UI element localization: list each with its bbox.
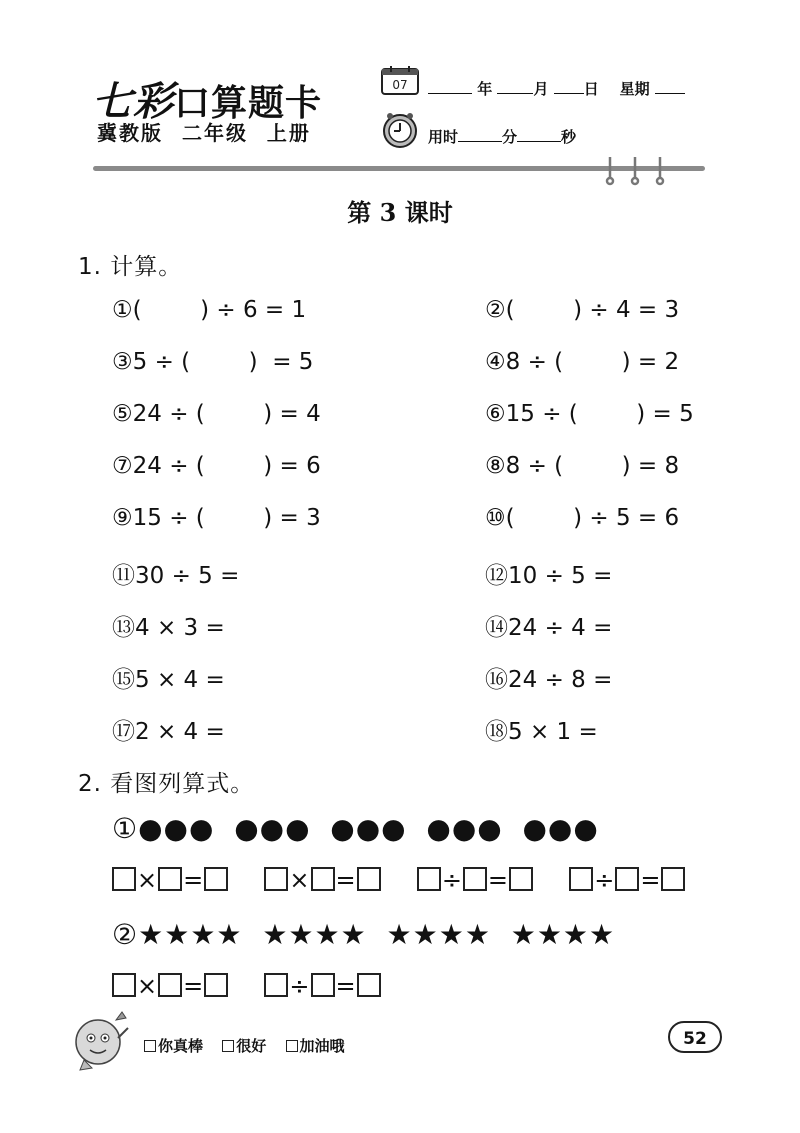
- q2-equation-1: × =: [112, 979, 228, 998]
- answer-box[interactable]: [463, 867, 487, 891]
- month-blank[interactable]: [497, 79, 533, 94]
- problem-16: ⑯24 ÷ 8 =: [485, 667, 613, 693]
- problem-12: ⑫10 ÷ 5 =: [485, 563, 613, 589]
- picture-dots: [112, 812, 599, 845]
- answer-box[interactable]: [357, 973, 381, 997]
- q1-equation-2: × =: [264, 873, 380, 892]
- problem-3: ③5 ÷ ( ) = 5: [112, 349, 314, 375]
- problem-8: ⑧8 ÷ ( ) = 8: [485, 453, 680, 479]
- seconds-blank[interactable]: [517, 127, 561, 142]
- problem-2: ②( ) ÷ 4 = 3: [485, 297, 680, 323]
- q1-equation-4: ÷ =: [569, 873, 685, 892]
- problem-10: ⑩( ) ÷ 5 = 6: [485, 505, 680, 531]
- mascot-icon: [68, 1008, 134, 1074]
- checkbox[interactable]: [144, 1040, 156, 1052]
- time-used-label: 用时: [428, 128, 459, 146]
- logo-title: 口算题卡: [174, 82, 323, 124]
- logo-qicai: 七彩: [92, 78, 174, 125]
- seconds-label: 秒: [561, 128, 577, 146]
- year-label: 年: [477, 80, 493, 98]
- problem-9: ⑨15 ÷ ( ) = 3: [112, 505, 321, 531]
- checkbox[interactable]: [286, 1040, 298, 1052]
- lesson-title: 第 3 课时: [347, 198, 453, 227]
- section-1-title: 1. 计算。: [78, 254, 183, 280]
- answer-box[interactable]: [569, 867, 593, 891]
- answer-box[interactable]: [112, 867, 136, 891]
- binder-rings-icon: [598, 155, 678, 187]
- self-rating: [144, 1035, 359, 1056]
- rating-keep-going[interactable]: 加油哦: [286, 1037, 345, 1055]
- picture-stars: [112, 918, 615, 951]
- q1-equation-3: ÷ =: [417, 873, 533, 892]
- date-fill-line: [428, 78, 685, 99]
- problem-1: ①( ) ÷ 6 = 1: [112, 297, 307, 323]
- month-label: 月: [533, 80, 549, 98]
- problem-17: ⑰2 × 4 =: [112, 719, 225, 745]
- answer-box[interactable]: [158, 867, 182, 891]
- answer-box[interactable]: [357, 867, 381, 891]
- problem-4: ④8 ÷ ( ) = 2: [485, 349, 680, 375]
- q2-equations: [112, 972, 381, 1000]
- q2-equation-2: ÷ =: [264, 979, 380, 998]
- answer-box[interactable]: [204, 867, 228, 891]
- problem-11: ⑪30 ÷ 5 =: [112, 563, 240, 589]
- dots-picture: ●●● ●●● ●●● ●●● ●●●: [138, 812, 599, 845]
- weekday-label: 星期: [619, 80, 650, 98]
- rating-good[interactable]: 很好: [222, 1037, 266, 1055]
- answer-box[interactable]: [264, 867, 288, 891]
- answer-box[interactable]: [417, 867, 441, 891]
- answer-box[interactable]: [204, 973, 228, 997]
- answer-box[interactable]: [112, 973, 136, 997]
- year-blank[interactable]: [428, 79, 472, 94]
- problem-5: ⑤24 ÷ ( ) = 4: [112, 401, 321, 427]
- q1-equations: [112, 866, 685, 894]
- day-blank[interactable]: [554, 79, 584, 94]
- answer-box[interactable]: [509, 867, 533, 891]
- day-label: 日: [583, 80, 599, 98]
- q2-label: ②: [112, 918, 139, 951]
- answer-box[interactable]: [158, 973, 182, 997]
- time-fill-line: [428, 126, 576, 147]
- problem-13: ⑬4 × 3 =: [112, 615, 225, 641]
- problem-18: ⑱5 × 1 =: [485, 719, 598, 745]
- minutes-blank[interactable]: [458, 127, 502, 142]
- section-2-title: 2. 看图列算式。: [78, 771, 255, 797]
- weekday-blank[interactable]: [655, 79, 685, 94]
- calendar-day: 07: [392, 78, 408, 92]
- answer-box[interactable]: [311, 973, 335, 997]
- clock-icon: [380, 110, 420, 150]
- answer-box[interactable]: [661, 867, 685, 891]
- answer-box[interactable]: [615, 867, 639, 891]
- answer-box[interactable]: [311, 867, 335, 891]
- page-number: 52: [668, 1021, 722, 1053]
- checkbox[interactable]: [222, 1040, 234, 1052]
- q1-equation-1: × =: [112, 873, 228, 892]
- edition-label: 冀教版 二年级 上册: [97, 121, 311, 145]
- answer-box[interactable]: [264, 973, 288, 997]
- calendar-icon: [380, 66, 420, 96]
- rating-great[interactable]: 你真棒: [144, 1037, 203, 1055]
- problem-15: ⑮5 × 4 =: [112, 667, 225, 693]
- problem-14: ⑭24 ÷ 4 =: [485, 615, 613, 641]
- problem-7: ⑦24 ÷ ( ) = 6: [112, 453, 321, 479]
- problem-6: ⑥15 ÷ ( ) = 5: [485, 401, 694, 427]
- q1-label: ①: [112, 812, 139, 845]
- minutes-label: 分: [502, 128, 518, 146]
- stars-picture: ★★★★ ★★★★ ★★★★ ★★★★: [138, 918, 616, 951]
